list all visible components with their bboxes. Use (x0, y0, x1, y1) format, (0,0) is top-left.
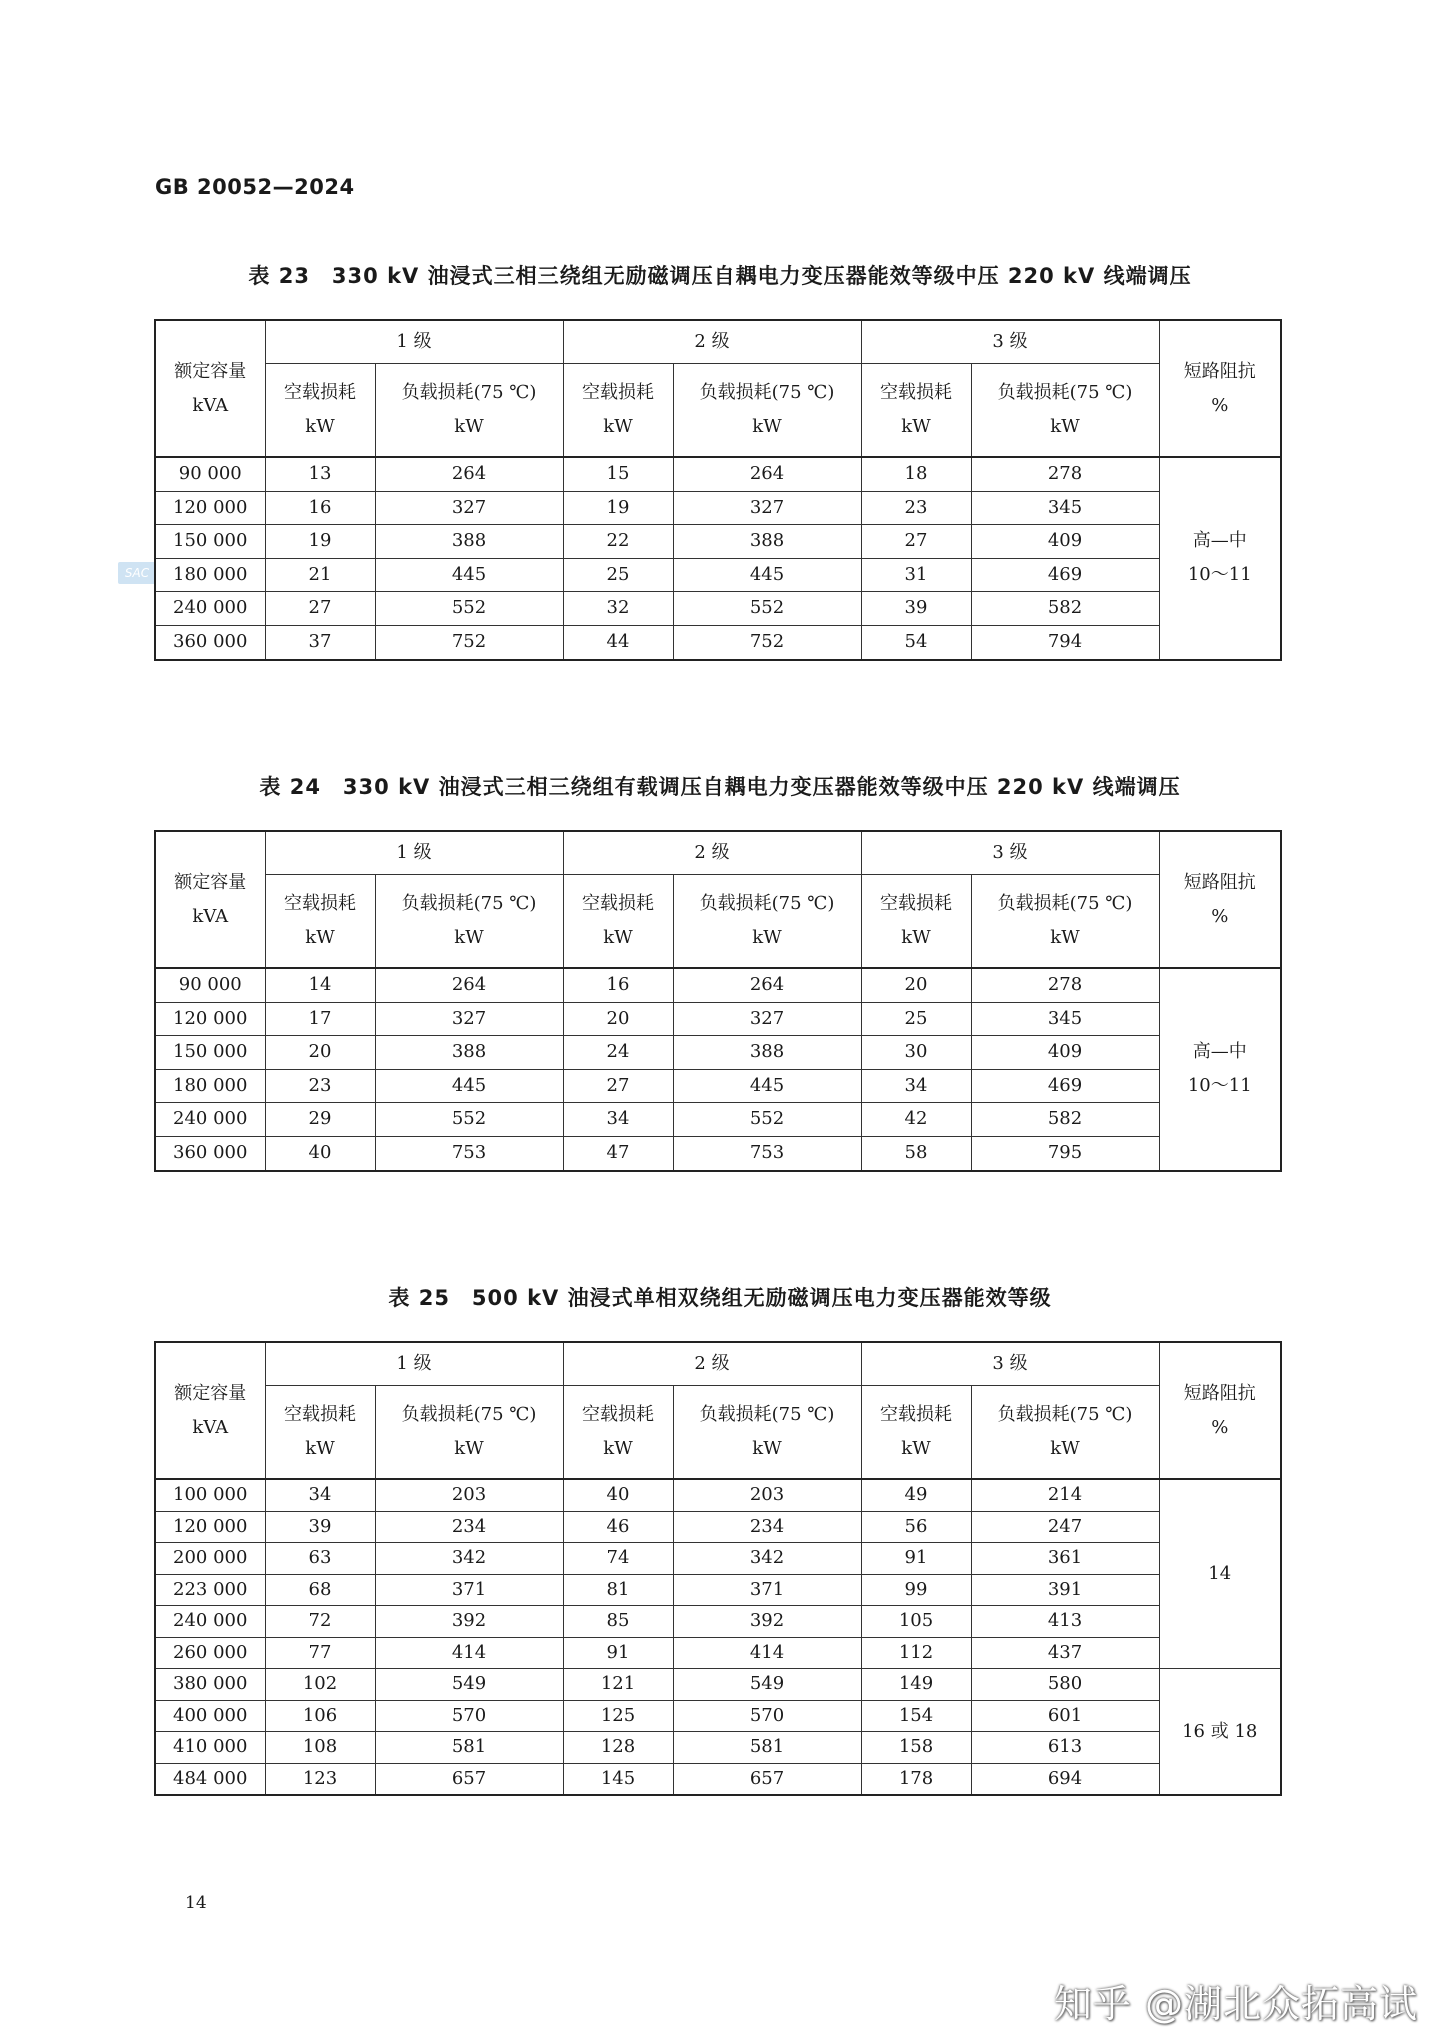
loss-cell: 27 (563, 1069, 673, 1103)
capacity-cell: 150 000 (155, 1036, 265, 1070)
loss-cell: 91 (563, 1637, 673, 1669)
loss-cell: 247 (971, 1511, 1159, 1543)
table-row (155, 1511, 1281, 1543)
load-loss-header: 负载损耗(75 ℃) kW (375, 875, 563, 969)
no-load-loss-header: 空载损耗 kW (861, 364, 971, 458)
loss-cell: 752 (673, 625, 861, 659)
capacity-cell: 484 000 (155, 1763, 265, 1795)
loss-cell: 409 (971, 1036, 1159, 1070)
capacity-header: 额定容量 kVA (155, 1342, 265, 1479)
loss-cell: 34 (265, 1479, 375, 1511)
loss-cell: 342 (673, 1543, 861, 1575)
loss-cell: 14 (265, 968, 375, 1002)
loss-cell: 178 (861, 1763, 971, 1795)
table-row (155, 625, 1281, 659)
watermark: 知乎 @湖北众拓高试 (1053, 1982, 1418, 2026)
loss-cell: 388 (673, 1036, 861, 1070)
loss-cell: 327 (375, 1002, 563, 1036)
capacity-cell: 150 000 (155, 525, 265, 559)
loss-cell: 17 (265, 1002, 375, 1036)
table-row (155, 1036, 1281, 1070)
loss-cell: 27 (861, 525, 971, 559)
load-loss-header: 负载损耗(75 ℃) kW (673, 364, 861, 458)
capacity-cell: 240 000 (155, 1606, 265, 1638)
table-row (155, 1637, 1281, 1669)
loss-cell: 552 (375, 592, 563, 626)
impedance-header: 短路阻抗 % (1159, 831, 1281, 968)
loss-cell: 552 (375, 1103, 563, 1137)
loss-cell: 23 (265, 1069, 375, 1103)
loss-cell: 794 (971, 625, 1159, 659)
loss-cell: 16 (265, 491, 375, 525)
loss-cell: 234 (673, 1511, 861, 1543)
loss-cell: 413 (971, 1606, 1159, 1638)
loss-cell: 552 (673, 1103, 861, 1137)
loss-cell: 469 (971, 1069, 1159, 1103)
loss-cell: 414 (375, 1637, 563, 1669)
loss-cell: 85 (563, 1606, 673, 1638)
loss-cell: 105 (861, 1606, 971, 1638)
loss-cell: 342 (375, 1543, 563, 1575)
loss-cell: 20 (563, 1002, 673, 1036)
loss-cell: 552 (673, 592, 861, 626)
table-24 (154, 830, 1282, 1172)
capacity-cell: 360 000 (155, 625, 265, 659)
table-23 (154, 319, 1282, 661)
loss-cell: 469 (971, 558, 1159, 592)
loss-cell: 128 (563, 1732, 673, 1764)
capacity-cell: 120 000 (155, 1002, 265, 1036)
capacity-cell: 260 000 (155, 1637, 265, 1669)
table-row (155, 968, 1281, 1002)
loss-cell: 18 (861, 457, 971, 491)
table-row (155, 558, 1281, 592)
grade-header-3: 3 级 (861, 320, 1159, 364)
loss-cell: 278 (971, 457, 1159, 491)
load-loss-header: 负载损耗(75 ℃) kW (673, 1386, 861, 1480)
table-row (155, 1136, 1281, 1170)
capacity-cell: 410 000 (155, 1732, 265, 1764)
loss-cell: 570 (375, 1700, 563, 1732)
loss-cell: 264 (673, 968, 861, 1002)
loss-cell: 31 (861, 558, 971, 592)
no-load-loss-header: 空载损耗 kW (563, 364, 673, 458)
loss-cell: 25 (861, 1002, 971, 1036)
impedance-header: 短路阻抗 % (1159, 320, 1281, 457)
impedance-cell: 高—中 10～11 (1159, 457, 1281, 660)
loss-cell: 39 (861, 592, 971, 626)
loss-cell: 56 (861, 1511, 971, 1543)
loss-cell: 25 (563, 558, 673, 592)
loss-cell: 445 (375, 558, 563, 592)
table-row (155, 1574, 1281, 1606)
loss-cell: 345 (971, 491, 1159, 525)
loss-cell: 327 (375, 491, 563, 525)
loss-cell: 99 (861, 1574, 971, 1606)
loss-cell: 581 (673, 1732, 861, 1764)
loss-cell: 44 (563, 625, 673, 659)
loss-cell: 68 (265, 1574, 375, 1606)
standard-code: GB 20052—2024 (155, 175, 355, 199)
page-number: 14 (185, 1893, 207, 1913)
impedance-cell: 14 (1159, 1479, 1281, 1669)
table-row (155, 1606, 1281, 1638)
loss-cell: 49 (861, 1479, 971, 1511)
capacity-cell: 380 000 (155, 1669, 265, 1701)
loss-cell: 102 (265, 1669, 375, 1701)
capacity-cell: 200 000 (155, 1543, 265, 1575)
loss-cell: 20 (265, 1036, 375, 1070)
loss-cell: 391 (971, 1574, 1159, 1606)
loss-cell: 158 (861, 1732, 971, 1764)
loss-cell: 112 (861, 1637, 971, 1669)
loss-cell: 580 (971, 1669, 1159, 1701)
capacity-cell: 180 000 (155, 1069, 265, 1103)
no-load-loss-header: 空载损耗 kW (265, 875, 375, 969)
loss-cell: 39 (265, 1511, 375, 1543)
loss-cell: 108 (265, 1732, 375, 1764)
loss-cell: 445 (375, 1069, 563, 1103)
loss-cell: 549 (673, 1669, 861, 1701)
loss-cell: 753 (375, 1136, 563, 1170)
table-row (155, 525, 1281, 559)
capacity-cell: 240 000 (155, 1103, 265, 1137)
loss-cell: 19 (265, 525, 375, 559)
table-row (155, 457, 1281, 491)
no-load-loss-header: 空载损耗 kW (265, 1386, 375, 1480)
table-row (155, 1479, 1281, 1511)
loss-cell: 58 (861, 1136, 971, 1170)
no-load-loss-header: 空载损耗 kW (563, 1386, 673, 1480)
loss-cell: 23 (861, 491, 971, 525)
loss-cell: 570 (673, 1700, 861, 1732)
capacity-header: 额定容量 kVA (155, 831, 265, 968)
table-row (155, 1069, 1281, 1103)
grade-header-3: 3 级 (861, 831, 1159, 875)
table-title-24: 表 24 330 kV 油浸式三相三绕组有载调压自耦电力变压器能效等级中压 220 kV 线端调压 (259, 775, 1181, 799)
loss-cell: 40 (563, 1479, 673, 1511)
loss-cell: 106 (265, 1700, 375, 1732)
loss-cell: 371 (375, 1574, 563, 1606)
grade-header-1: 1 级 (265, 831, 563, 875)
loss-cell: 582 (971, 592, 1159, 626)
loss-cell: 21 (265, 558, 375, 592)
loss-cell: 694 (971, 1763, 1159, 1795)
grade-header-2: 2 级 (563, 320, 861, 364)
impedance-header: 短路阻抗 % (1159, 1342, 1281, 1479)
loss-cell: 149 (861, 1669, 971, 1701)
table-title-25: 表 25 500 kV 油浸式单相双绕组无励磁调压电力变压器能效等级 (388, 1286, 1052, 1310)
loss-cell: 327 (673, 491, 861, 525)
sac-stamp: SAC (118, 562, 156, 584)
loss-cell: 47 (563, 1136, 673, 1170)
table-row (155, 491, 1281, 525)
loss-cell: 13 (265, 457, 375, 491)
loss-cell: 657 (375, 1763, 563, 1795)
impedance-cell: 16 或 18 (1159, 1669, 1281, 1796)
capacity-cell: 120 000 (155, 1511, 265, 1543)
table-row (155, 1732, 1281, 1764)
loss-cell: 16 (563, 968, 673, 1002)
loss-cell: 24 (563, 1036, 673, 1070)
loss-cell: 601 (971, 1700, 1159, 1732)
loss-cell: 34 (861, 1069, 971, 1103)
grade-header-1: 1 级 (265, 320, 563, 364)
loss-cell: 582 (971, 1103, 1159, 1137)
loss-cell: 581 (375, 1732, 563, 1764)
loss-cell: 121 (563, 1669, 673, 1701)
loss-cell: 753 (673, 1136, 861, 1170)
capacity-cell: 400 000 (155, 1700, 265, 1732)
load-loss-header: 负载损耗(75 ℃) kW (375, 364, 563, 458)
loss-cell: 46 (563, 1511, 673, 1543)
capacity-cell: 90 000 (155, 457, 265, 491)
table-row (155, 1543, 1281, 1575)
grade-header-2: 2 级 (563, 1342, 861, 1386)
loss-cell: 40 (265, 1136, 375, 1170)
loss-cell: 74 (563, 1543, 673, 1575)
loss-cell: 414 (673, 1637, 861, 1669)
load-loss-header: 负载损耗(75 ℃) kW (971, 1386, 1159, 1480)
loss-cell: 437 (971, 1637, 1159, 1669)
loss-cell: 29 (265, 1103, 375, 1137)
loss-cell: 657 (673, 1763, 861, 1795)
loss-cell: 154 (861, 1700, 971, 1732)
loss-cell: 54 (861, 625, 971, 659)
loss-cell: 145 (563, 1763, 673, 1795)
no-load-loss-header: 空载损耗 kW (861, 1386, 971, 1480)
loss-cell: 752 (375, 625, 563, 659)
loss-cell: 409 (971, 525, 1159, 559)
grade-header-2: 2 级 (563, 831, 861, 875)
loss-cell: 37 (265, 625, 375, 659)
loss-cell: 361 (971, 1543, 1159, 1575)
table-title-23: 表 23 330 kV 油浸式三相三绕组无励磁调压自耦电力变压器能效等级中压 220 kV 线端调压 (248, 264, 1192, 288)
loss-cell: 795 (971, 1136, 1159, 1170)
loss-cell: 203 (375, 1479, 563, 1511)
loss-cell: 613 (971, 1732, 1159, 1764)
capacity-cell: 360 000 (155, 1136, 265, 1170)
capacity-cell: 90 000 (155, 968, 265, 1002)
loss-cell: 32 (563, 592, 673, 626)
loss-cell: 20 (861, 968, 971, 1002)
loss-cell: 264 (673, 457, 861, 491)
no-load-loss-header: 空载损耗 kW (265, 364, 375, 458)
loss-cell: 34 (563, 1103, 673, 1137)
capacity-cell: 223 000 (155, 1574, 265, 1606)
loss-cell: 445 (673, 1069, 861, 1103)
no-load-loss-header: 空载损耗 kW (563, 875, 673, 969)
loss-cell: 388 (375, 1036, 563, 1070)
load-loss-header: 负载损耗(75 ℃) kW (971, 875, 1159, 969)
loss-cell: 392 (375, 1606, 563, 1638)
loss-cell: 22 (563, 525, 673, 559)
capacity-cell: 120 000 (155, 491, 265, 525)
table-row (155, 1103, 1281, 1137)
loss-cell: 123 (265, 1763, 375, 1795)
table-row (155, 1002, 1281, 1036)
loss-cell: 264 (375, 968, 563, 1002)
loss-cell: 203 (673, 1479, 861, 1511)
grade-header-1: 1 级 (265, 1342, 563, 1386)
capacity-cell: 180 000 (155, 558, 265, 592)
capacity-cell: 100 000 (155, 1479, 265, 1511)
loss-cell: 81 (563, 1574, 673, 1606)
loss-cell: 388 (375, 525, 563, 559)
table-25 (154, 1341, 1282, 1796)
loss-cell: 234 (375, 1511, 563, 1543)
loss-cell: 445 (673, 558, 861, 592)
table-row (155, 592, 1281, 626)
loss-cell: 345 (971, 1002, 1159, 1036)
loss-cell: 91 (861, 1543, 971, 1575)
loss-cell: 264 (375, 457, 563, 491)
grade-header-3: 3 级 (861, 1342, 1159, 1386)
loss-cell: 19 (563, 491, 673, 525)
loss-cell: 63 (265, 1543, 375, 1575)
loss-cell: 30 (861, 1036, 971, 1070)
impedance-cell: 高—中 10～11 (1159, 968, 1281, 1171)
load-loss-header: 负载损耗(75 ℃) kW (673, 875, 861, 969)
loss-cell: 371 (673, 1574, 861, 1606)
capacity-cell: 240 000 (155, 592, 265, 626)
loss-cell: 125 (563, 1700, 673, 1732)
table-row (155, 1700, 1281, 1732)
capacity-header: 额定容量 kVA (155, 320, 265, 457)
no-load-loss-header: 空载损耗 kW (861, 875, 971, 969)
loss-cell: 27 (265, 592, 375, 626)
loss-cell: 549 (375, 1669, 563, 1701)
table-row (155, 1669, 1281, 1701)
loss-cell: 392 (673, 1606, 861, 1638)
table-row (155, 1763, 1281, 1795)
loss-cell: 42 (861, 1103, 971, 1137)
loss-cell: 214 (971, 1479, 1159, 1511)
loss-cell: 72 (265, 1606, 375, 1638)
loss-cell: 15 (563, 457, 673, 491)
load-loss-header: 负载损耗(75 ℃) kW (375, 1386, 563, 1480)
loss-cell: 77 (265, 1637, 375, 1669)
loss-cell: 278 (971, 968, 1159, 1002)
load-loss-header: 负载损耗(75 ℃) kW (971, 364, 1159, 458)
loss-cell: 388 (673, 525, 861, 559)
loss-cell: 327 (673, 1002, 861, 1036)
